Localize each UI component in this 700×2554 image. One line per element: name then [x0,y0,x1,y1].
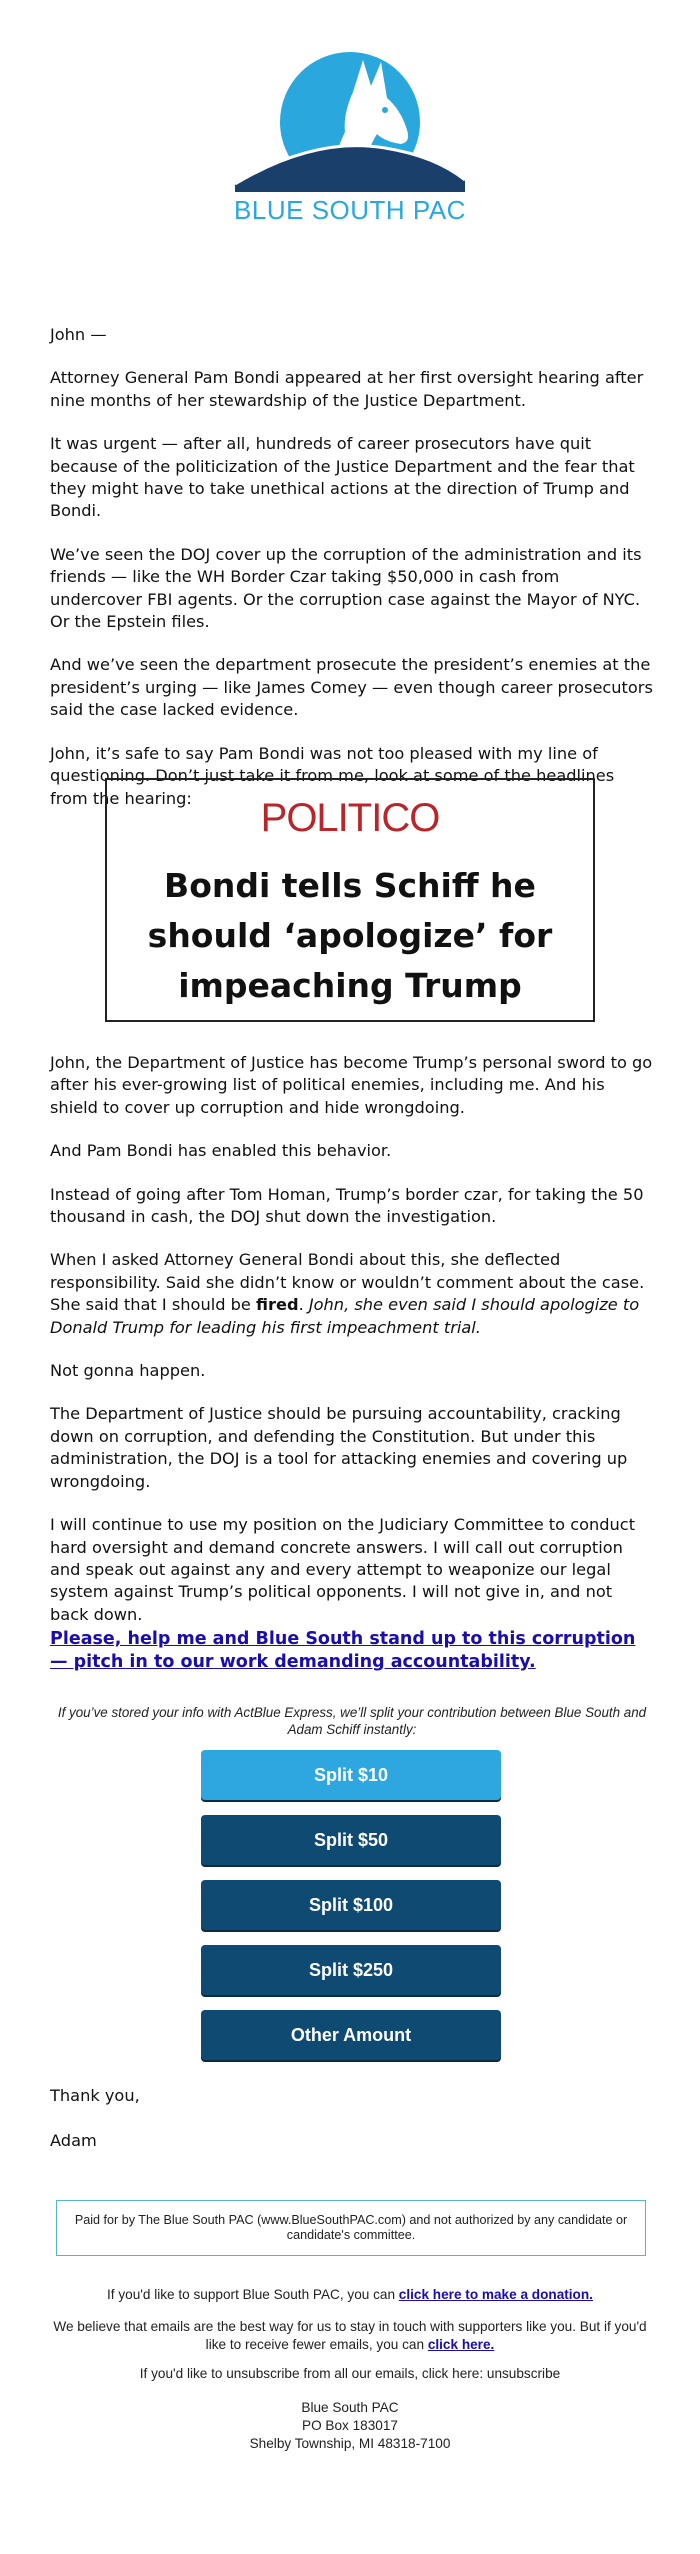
paragraph: And we’ve seen the department prosecute the president’s enemies at the president’s urging — like James Comey — even though career prosecutors said the case lacked evidence. [50,655,653,720]
other-amount-button[interactable]: Other Amount [201,2010,501,2060]
paragraph: The Department of Justice should be pursuing accountability, cracking down on corruption, and defending the Constitution. But under this administration, the DOJ is a tool for attacking enemies and covering up wrongdoing. [50,1404,628,1491]
brand-logo[interactable] [0,52,700,228]
support-text: If you'd like to support Blue South PAC, you can [107,2287,399,2302]
greeting: John — [50,325,107,344]
fewer-emails-link[interactable]: click here. [427,2336,495,2352]
paragraph: John, it’s safe to say Pam Bondi was not too pleased with my line of questioning. Don’t just take it from me, look at some of the headlines from the hearing: [50,743,615,808]
donate-cta-link[interactable]: Please, help me and Blue South stand up to this corruption — pitch in to our work demanding accountability. [50,1629,636,1672]
paragraph: I will continue to use my position on the Judiciary Committee to conduct hard oversight and demand concrete answers. I will call out corruption and speak out against any and every attempt to weaponize our legal system against Trump’s political opponents. I will not give in, and not back down. [50,1515,636,1624]
signature: Adam [50,2131,97,2150]
emails-line [50,2318,650,2353]
po-box: PO Box 183017 [302,2418,398,2433]
headline-card[interactable] [105,778,595,1022]
paragraph: Attorney General Pam Bondi appeared at her first oversight hearing after nine months of her stewardship of the Justice Department. [50,368,644,410]
split-50-button[interactable]: Split $50 [201,1815,501,1865]
split-250-button[interactable]: Split $250 [201,1945,501,1995]
paragraph: And Pam Bondi has enabled this behavior. [50,1141,392,1161]
politico-logo: POLITICO [260,796,440,840]
paid-for-disclaimer: Paid for by The Blue South PAC (www.BlueSouthPAC.com) and not authorized by any candidate or candidate's committee. [56,2200,646,2256]
letter-body-intro [50,324,654,831]
actblue-note: If you’ve stored your info with ActBlue Express, we’ll split your contribution between Blue South and Adam Schiff instantly: [57,1705,647,1737]
city-address: Shelby Township, MI 48318-7100 [249,2436,451,2451]
closing: Thank you, [50,2086,140,2105]
donkey-logo-icon [235,52,465,192]
paragraph [50,1249,654,1339]
paragraph: We’ve seen the DOJ cover up the corruption of the administration and its friends — like the WH Border Czar taking $50,000 in cash from undercover FBI agents. Or the corruption case against the Mayor of NYC. Or the Epstein files. [50,544,642,632]
emphasis-italic: John, she even said I should apologize to Donald Trump for leading his first impeachment trial. [50,1295,640,1337]
emphasis-fired: fired [256,1295,299,1315]
support-line [50,2286,650,2304]
paragraph-text: . [298,1295,309,1315]
brand-name: BLUE SOUTH PAC [234,195,466,225]
org-name: Blue South PAC [301,2400,399,2415]
split-100-button[interactable]: Split $100 [201,1880,501,1930]
headline-text: Bondi tells Schiff he should ‘apologize’ for impeaching Trump [147,866,553,1005]
split-10-button[interactable]: Split $10 [201,1750,501,1800]
paragraph-text: When I asked Attorney General Bondi about this, she deflected responsibility. Said she didn’t know or wouldn’t comment about the case. She said that I should be [50,1250,645,1315]
letter-body-main [50,1052,654,1647]
paragraph: John, the Department of Justice has become Trump’s personal sword to go after his ever-growing list of political enemies, including me. And his shield to cover up corruption and hide wrongdoing. [50,1053,653,1117]
paragraph: Instead of going after Tom Homan, Trump’s border czar, for taking the 50 thousand in cash, the DOJ shut down the investigation. [50,1184,644,1227]
emails-text: We believe that emails are the best way for us to stay in touch with supporters like you. But if you'd like to receive fewer emails, you can [53,2319,647,2352]
paragraph: Not gonna happen. [50,1361,206,1381]
unsubscribe-line[interactable]: If you'd like to unsubscribe from all our emails, click here: unsubscribe [139,2366,561,2381]
make-donation-link[interactable]: click here to make a donation. [398,2287,593,2302]
paragraph: It was urgent — after all, hundreds of career prosecutors have quit because of the politicization of the Justice Department and the fear that they might have to take unethical actions at the direction of Trump and Bondi. [50,434,635,521]
